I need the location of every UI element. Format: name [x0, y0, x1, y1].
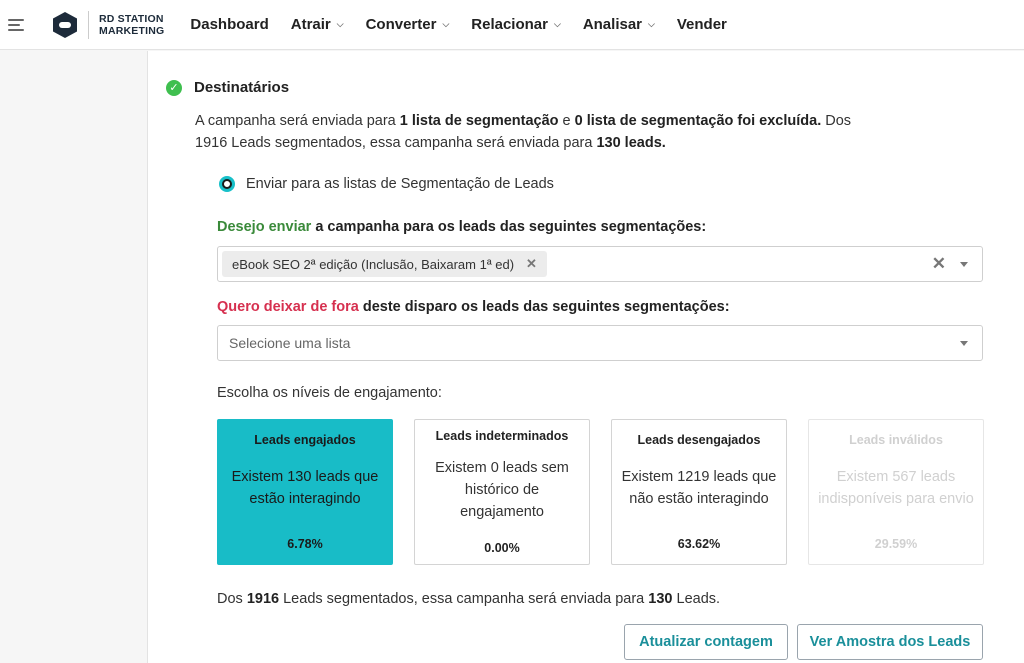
- footer-summary: [217, 591, 720, 607]
- nav-label: Analisar: [582, 16, 643, 33]
- card-body: Existem 130 leads que estão interagindo: [231, 469, 379, 507]
- card-title: Leads desengajados: [637, 433, 761, 447]
- engagement-card-indeterminados[interactable]: [414, 419, 590, 565]
- logo-divider: [88, 11, 89, 39]
- chip-label: eBook SEO 2ª edição (Inclusão, Baixaram 1ª ed): [232, 256, 515, 272]
- summary-bold: 130 leads.: [596, 135, 666, 151]
- summary-bold: 0 lista de segmentação foi excluída.: [574, 113, 822, 129]
- exclude-label-rest: deste disparo os leads das seguintes segmentações:: [358, 299, 730, 315]
- engagement-card-invalidos: [808, 419, 984, 565]
- nav-item-dashboard[interactable]: [190, 16, 268, 33]
- recipients-summary: [195, 110, 875, 154]
- footer-text: Leads segmentados, essa campanha será enviada para: [279, 591, 649, 607]
- engagement-label: Escolha os níveis de engajamento:: [217, 385, 442, 401]
- chevron-down-icon: ⌵: [553, 19, 561, 29]
- main-nav: [190, 16, 748, 33]
- summary-bold: 1 lista de segmentação: [399, 113, 559, 129]
- card-percentage: 6.78%: [287, 537, 323, 551]
- footer-text: Dos: [217, 591, 247, 607]
- summary-text: A campanha será enviada para: [195, 113, 400, 129]
- view-sample-button[interactable]: Ver Amostra dos Leads: [797, 624, 983, 660]
- card-percentage: 63.62%: [677, 537, 721, 551]
- dropdown-caret-icon[interactable]: [960, 341, 968, 346]
- summary-text: Dos 1916 Leads segmentados, essa campanha será enviada para: [195, 113, 852, 151]
- select-controls: [932, 247, 968, 281]
- summary-text: e: [558, 113, 575, 129]
- engagement-card-desengajados[interactable]: [611, 419, 787, 565]
- logo-line-1: RD STATION: [99, 12, 164, 25]
- card-body: Existem 567 leads indisponíveis para envio: [818, 469, 974, 507]
- segmentation-chip: [222, 251, 547, 277]
- remove-chip-icon[interactable]: ✕: [526, 256, 537, 271]
- recipients-panel: [147, 51, 1024, 663]
- select-placeholder: Selecione uma lista: [229, 335, 351, 351]
- hexagon-logo-icon: [52, 11, 78, 39]
- include-highlight: Desejo enviar: [217, 219, 312, 235]
- footer-bold: 1916: [246, 591, 280, 607]
- exclude-highlight: Quero deixar de fora: [217, 299, 359, 315]
- nav-item-converter[interactable]: [366, 16, 450, 33]
- footer-bold: 130: [648, 591, 673, 607]
- clear-icon[interactable]: ✕: [931, 254, 946, 273]
- card-title: Leads indeterminados: [435, 429, 569, 443]
- include-label: [217, 219, 706, 235]
- nav-item-atrair[interactable]: [291, 16, 344, 33]
- card-title: Leads engajados: [254, 433, 356, 447]
- engagement-card-engajados[interactable]: [217, 419, 393, 565]
- card-percentage: 0.00%: [484, 541, 520, 555]
- nav-item-relacionar[interactable]: [471, 16, 561, 33]
- menu-icon[interactable]: [8, 19, 24, 31]
- nav-label: Dashboard: [190, 16, 269, 33]
- nav-label: Vender: [676, 16, 727, 33]
- card-body: Existem 1219 leads que não estão interagindo: [621, 469, 777, 507]
- logo-line-2: MARKETING: [99, 24, 165, 37]
- logo-text: [99, 13, 164, 37]
- nav-item-analisar[interactable]: [583, 16, 655, 33]
- top-navbar: [0, 0, 1024, 50]
- exclude-segmentation-select[interactable]: [217, 325, 983, 361]
- chevron-down-icon: ⌵: [648, 19, 655, 29]
- select-controls: [960, 326, 968, 360]
- include-segmentation-select[interactable]: [217, 246, 983, 282]
- card-body: Existem 0 leads sem histórico de engajamento: [435, 460, 569, 520]
- update-count-button[interactable]: Atualizar contagem: [624, 624, 788, 660]
- exclude-label: [217, 299, 730, 315]
- include-label-rest: a campanha para os leads das seguintes segmentações:: [311, 219, 707, 235]
- card-percentage: 29.59%: [874, 537, 918, 551]
- nav-item-vender[interactable]: [677, 16, 727, 33]
- section-header: [166, 79, 289, 96]
- rd-station-logo[interactable]: [52, 11, 164, 39]
- footer-text: Leads.: [672, 591, 721, 607]
- segmentation-radio-option[interactable]: [219, 176, 554, 192]
- chevron-down-icon: ⌵: [336, 19, 344, 29]
- card-title: Leads inválidos: [849, 433, 943, 447]
- radio-button[interactable]: [219, 176, 235, 192]
- radio-label: Enviar para as listas de Segmentação de Leads: [246, 176, 554, 192]
- dropdown-caret-icon[interactable]: [960, 262, 968, 267]
- nav-label: Converter: [365, 16, 437, 33]
- chevron-down-icon: ⌵: [442, 19, 450, 29]
- nav-label: Relacionar: [471, 16, 548, 33]
- nav-label: Atrair: [290, 16, 331, 33]
- section-title: Destinatários: [194, 79, 290, 96]
- check-circle-icon: ✓: [166, 80, 182, 96]
